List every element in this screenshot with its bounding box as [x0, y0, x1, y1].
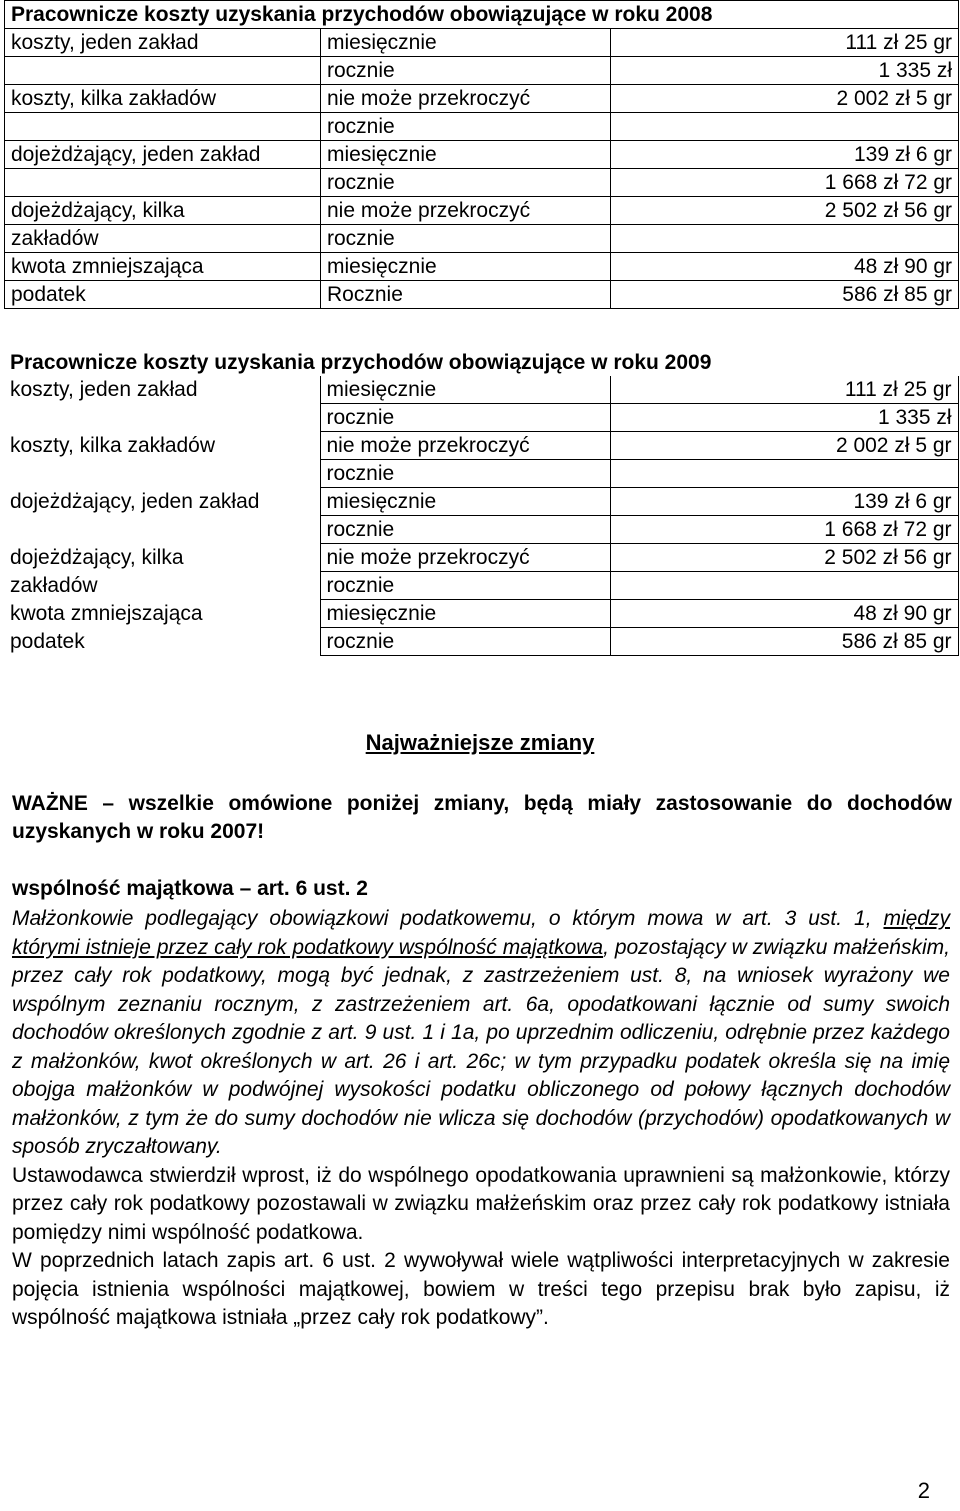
- quote-text: Małżonkowie podlegający obowiązkowi podatkowemu, o którym mowa w art. 3 ust. 1,: [12, 907, 884, 930]
- table-cell: koszty, kilka zakładów: [5, 85, 321, 113]
- table-cell-amount: 111 zł 25 gr: [610, 376, 958, 404]
- table-cell: nie może przekroczyć: [320, 544, 610, 572]
- table-cell: rocznie: [320, 572, 610, 600]
- table-cell: [4, 516, 320, 544]
- table-cell-amount: 2 502 zł 56 gr: [610, 544, 958, 572]
- table-title-row: [5, 1, 959, 29]
- table-row: [5, 113, 959, 141]
- table-row: [5, 281, 959, 309]
- table-row: [4, 460, 958, 488]
- table-row: [5, 225, 959, 253]
- table-cell: kwota zmniejszająca: [10, 601, 203, 625]
- table-cell: podatek: [5, 281, 321, 309]
- table-cell-amount: [610, 460, 958, 488]
- table-cell: miesięcznie: [321, 253, 611, 281]
- table-row: [4, 516, 958, 544]
- table-cell: [5, 57, 321, 85]
- table-2008-body: [5, 29, 959, 309]
- table-cell-amount: [611, 113, 959, 141]
- table-cell-amount: [610, 572, 958, 600]
- table-2009-body: [4, 376, 958, 656]
- table-cell-amount: 1 668 zł 72 gr: [611, 169, 959, 197]
- table-row: [5, 197, 959, 225]
- table-cell: zakładów: [5, 225, 321, 253]
- table-cell-amount: 1 335 zł: [610, 404, 958, 432]
- table-cell: miesięcznie: [320, 600, 610, 628]
- table-cell: Rocznie: [321, 281, 611, 309]
- table-cell: [5, 113, 321, 141]
- quote-underlined-text: między którymi istnieje przez cały rok podatkowy wspólność majątkowa: [12, 907, 950, 959]
- table-title-row: [4, 349, 958, 376]
- table-cell: dojeżdżający, kilka: [5, 197, 321, 225]
- table-cell: koszty, kilka zakładów: [10, 433, 216, 457]
- table-cell: nie może przekroczyć: [320, 432, 610, 460]
- table-cell-amount: 586 zł 85 gr: [611, 281, 959, 309]
- table-cell: rocznie: [321, 169, 611, 197]
- table-cell-amount: 48 zł 90 gr: [610, 600, 958, 628]
- table-row: [5, 141, 959, 169]
- table-cell: rocznie: [320, 460, 610, 488]
- table-cell-amount: 2 502 zł 56 gr: [611, 197, 959, 225]
- table-row: [5, 169, 959, 197]
- table-cell: zakładów: [10, 573, 98, 597]
- table-cell: dojeżdżający, jeden zakład: [5, 141, 321, 169]
- table-2008-title: Pracownicze koszty uzyskania przychodów obowiązujące w roku 2008: [5, 1, 959, 29]
- important-note: WAŻNE – wszelkie omówione poniżej zmiany, będą miały zastosowanie do dochodów uzyskanych w roku 2007!: [12, 792, 952, 843]
- table-cell: [5, 169, 321, 197]
- statute-quote: [12, 905, 950, 1162]
- table-cell: koszty, jeden zakład: [5, 29, 321, 57]
- table-cell-amount: 48 zł 90 gr: [611, 253, 959, 281]
- table-cell: nie może przekroczyć: [321, 197, 611, 225]
- table-cell: rocznie: [320, 628, 610, 656]
- table-cell: [4, 460, 320, 488]
- costs-table-2009: [4, 349, 959, 656]
- table-cell: podatek: [10, 629, 85, 653]
- table-cell-amount: 2 002 zł 5 gr: [611, 85, 959, 113]
- table-row: [4, 488, 958, 516]
- table-cell: rocznie: [321, 113, 611, 141]
- table-cell: rocznie: [321, 225, 611, 253]
- table-cell-amount: [611, 225, 959, 253]
- table-cell: miesięcznie: [321, 141, 611, 169]
- table-cell-amount: 1 335 zł: [611, 57, 959, 85]
- paragraph: W poprzednich latach zapis art. 6 ust. 2 wywoływał wiele wątpliwości interpretacyjnych w zakresie pojęcia istnienia wspólności majątkowej, bowiem w treści tego przepisu brak było zapisu, iż wspólność majątkowa istniała „przez cały rok podatkowy”.: [12, 1249, 950, 1329]
- table-cell: rocznie: [321, 57, 611, 85]
- table-cell-amount: 139 zł 6 gr: [610, 488, 958, 516]
- table-cell: miesięcznie: [321, 29, 611, 57]
- quote-text: , pozostający w związku małżeńskim, przez cały rok podatkowy, mogą być jednak, z zastrzeżeniem ust. 8, na wniosek wyrażony we wspólnym zeznaniu rocznym, z zastrzeżeniem art. 6a, opodatkowani łącznie od sumy swoich dochodów określonych zgodnie z art. 9 ust. 1 i 1a, po uprzednim odliczeniu, odrębnie przez każdego z małżonków, kwot określonych w art. 26 i art. 26c; w tym przypadku podatek określa się na imię obojga małżonków w podwójnej wysokości podatku obliczonego od połowy łącznych dochodów małżonków, z tym że do sumy dochodów nie wlicza się dochodów (przychodów) opodatkowanych w sposób zryczałtowany.: [12, 935, 950, 1158]
- table-cell: kwota zmniejszająca: [5, 253, 321, 281]
- page-number: 2: [917, 1478, 930, 1503]
- table-row: [5, 57, 959, 85]
- body-text: [12, 905, 950, 1333]
- table-row: [4, 432, 958, 460]
- table-row: [5, 253, 959, 281]
- costs-table-2008: [4, 0, 959, 309]
- table-cell: dojeżdżający, jeden zakład: [10, 489, 260, 513]
- table-cell: miesięcznie: [320, 488, 610, 516]
- table-cell: miesięcznie: [320, 376, 610, 404]
- table-row: [4, 600, 958, 628]
- table-row: [4, 572, 958, 600]
- table-row: [4, 628, 958, 656]
- table-row: [4, 376, 958, 404]
- subheading: wspólność majątkowa – art. 6 ust. 2: [12, 877, 368, 900]
- table-cell-amount: 586 zł 85 gr: [610, 628, 958, 656]
- table-cell: koszty, jeden zakład: [10, 378, 198, 401]
- table-cell: [4, 404, 320, 432]
- table-row: [5, 85, 959, 113]
- table-cell: rocznie: [320, 516, 610, 544]
- table-cell-amount: 139 zł 6 gr: [611, 141, 959, 169]
- table-cell-amount: 111 zł 25 gr: [611, 29, 959, 57]
- table-cell: dojeżdżający, kilka: [10, 545, 184, 569]
- table-cell-amount: 2 002 zł 5 gr: [610, 432, 958, 460]
- table-row: [5, 29, 959, 57]
- paragraph: Ustawodawca stwierdził wprost, iż do wspólnego opodatkowania uprawnieni są małżonkowie, którzy przez cały rok podatkowy pozostawali w związku małżeńskim oraz przez cały rok podatkowy istniała pomiędzy nimi wspólność podatkowa.: [12, 1163, 950, 1244]
- table-cell-amount: 1 668 zł 72 gr: [610, 516, 958, 544]
- table-cell: rocznie: [320, 404, 610, 432]
- table-cell: nie może przekroczyć: [321, 85, 611, 113]
- table-row: [4, 544, 958, 572]
- section-title: Najważniejsze zmiany: [365, 730, 595, 755]
- table-2009-title: Pracownicze koszty uzyskania przychodów obowiązujące w roku 2009: [10, 351, 712, 374]
- table-row: [4, 404, 958, 432]
